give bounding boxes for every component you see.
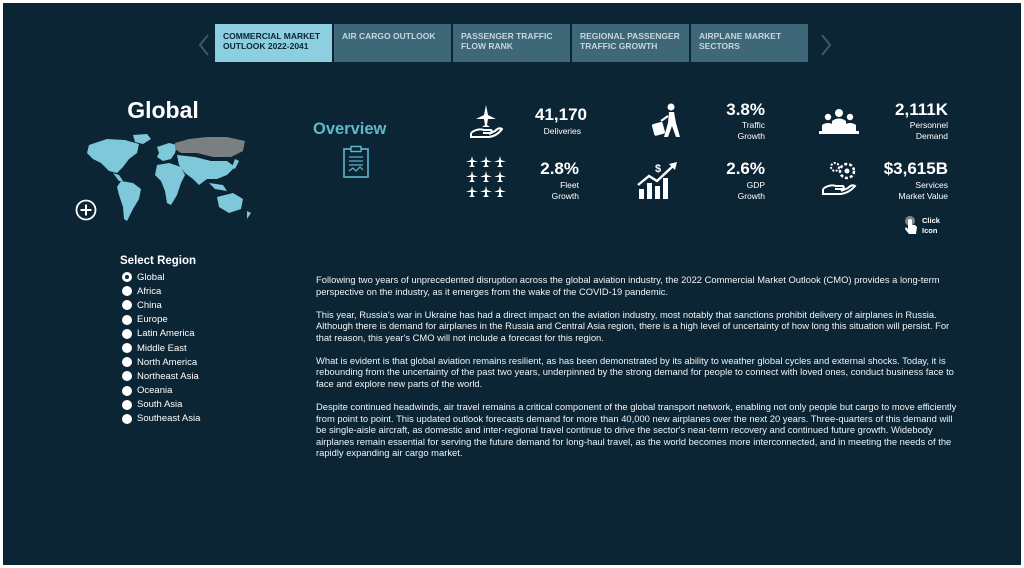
- tab-bar: [215, 24, 808, 62]
- map-asia: [177, 155, 235, 185]
- kpi-services-market-value[interactable]: $3,615B Services Market Value: [821, 155, 948, 201]
- region-option-label: Latin America: [137, 328, 195, 340]
- map-north-america: [87, 139, 139, 173]
- kpi-personnel-demand[interactable]: 2,111K Personnel Demand: [818, 97, 948, 145]
- map-oceania: [217, 193, 243, 213]
- description-paragraph: This year, Russia's war in Ukraine has had a direct impact on the aviation industry, most notably that sanctions prohibit delivery of airplanes in Russia. Although there is demand for airplanes in the Russia and Central Asia region, there is a high level of uncertainty of how long this situation will persist. For that reason, this year's CMO will not include a forecast for this region.: [316, 308, 950, 343]
- click-icon-hint: Click Icon: [922, 216, 940, 235]
- select-region-title: Select Region: [120, 255, 197, 267]
- region-option-global[interactable]: [122, 270, 200, 284]
- radio-button[interactable]: [122, 315, 132, 325]
- airplane-hand-icon[interactable]: [469, 103, 503, 139]
- radio-button[interactable]: [122, 272, 132, 282]
- tab-airplane-market-sectors[interactable]: AIRPLANE MARKET SECTORS: [691, 24, 808, 62]
- region-option-latin-america[interactable]: [122, 327, 200, 341]
- radio-button[interactable]: [122, 400, 132, 410]
- region-option-label: Southeast Asia: [137, 413, 201, 425]
- radio-button[interactable]: [122, 386, 132, 396]
- kpi-gdp-growth[interactable]: $ 2.6% GDP Growth: [635, 155, 765, 201]
- region-option-label: Africa: [137, 285, 162, 297]
- region-option-oceania[interactable]: [122, 384, 200, 398]
- region-option-europe[interactable]: [122, 313, 200, 327]
- clipboard-icon: [341, 145, 371, 179]
- kpi-deliveries[interactable]: 41,170 Deliveries: [469, 101, 587, 145]
- radio-button[interactable]: [122, 300, 132, 310]
- region-title: Global: [127, 97, 199, 123]
- tab-commercial-market-outlook[interactable]: COMMERCIAL MARKET OUTLOOK 2022-2041: [215, 24, 332, 62]
- region-option-label: North America: [137, 356, 198, 368]
- description-paragraph: What is evident is that global aviation remains resilient, as has been demonstrated by its ability to weather global cycles and external shocks. Today, it is rebounding from the uncertainty of the past two years, underpinned by the strong demand for people to connect with loved ones, conduct business face to face and explore new parts of the world.: [316, 354, 954, 389]
- fleet-icon[interactable]: [465, 155, 507, 199]
- tabs-next-arrow-icon[interactable]: [819, 33, 833, 57]
- region-option-southeast-asia[interactable]: [122, 412, 200, 426]
- traveler-icon[interactable]: [649, 103, 683, 139]
- radio-button[interactable]: [122, 343, 132, 353]
- personnel-icon[interactable]: [818, 107, 860, 135]
- world-map[interactable]: [77, 131, 257, 235]
- radio-button[interactable]: [122, 357, 132, 367]
- map-africa: [155, 163, 185, 205]
- description-paragraph: Following two years of unprecedented disruption across the global aviation industry, the 2022 Commercial Market Outlook (CMO) provides a long-term perspective on the industry, as it emerges from the wake of the COVID-19 pandemic.: [316, 274, 940, 297]
- radio-button[interactable]: [122, 329, 132, 339]
- region-option-label: Middle East: [137, 342, 187, 354]
- radio-button[interactable]: [122, 286, 132, 296]
- map-russia: [175, 137, 245, 157]
- tab-passenger-traffic-flow-rank[interactable]: PASSENGER TRAFFIC FLOW RANK: [453, 24, 570, 62]
- map-japan: [232, 159, 239, 169]
- region-option-northeast-asia[interactable]: [122, 369, 200, 383]
- region-option-china[interactable]: [122, 298, 200, 312]
- region-option-middle-east[interactable]: [122, 341, 200, 355]
- region-option-label: Northeast Asia: [137, 370, 199, 382]
- kpi-fleet-growth[interactable]: 2.8% Fleet Growth: [465, 155, 583, 201]
- svg-text:$: $: [655, 163, 662, 175]
- overview-title: Overview: [313, 120, 387, 138]
- map-central-america: [113, 173, 123, 181]
- region-option-label: Global: [137, 271, 165, 283]
- description-paragraph: Despite continued headwinds, air travel remains a critical component of the global transport network, enabling not only people but cargo to move efficiently from point to point. This updated outlook forecasts demand for more than 40,000 new airplanes over the next 20 years. Three-quarters of this demand will be single-aisle aircraft, as domestic and inter-regional travel continue to drive the sector's near-term recovery and continued future growth. Widebody airplanes remain essential for serving the future demand for long-haul travel, as the world becomes more interconnected, and in meeting the needs of the rapidly expanding air cargo market.: [316, 400, 957, 459]
- kpi-traffic-growth[interactable]: 3.8% Traffic Growth: [649, 97, 765, 145]
- region-option-label: China: [137, 299, 162, 311]
- radio-button[interactable]: [122, 371, 132, 381]
- region-option-label: South Asia: [137, 399, 183, 411]
- outlook-description: [316, 274, 961, 470]
- region-option-label: Oceania: [137, 385, 173, 397]
- pointer-hand-icon: [903, 215, 919, 235]
- zoom-plus-icon[interactable]: [75, 199, 97, 221]
- tab-regional-passenger-traffic-growth[interactable]: REGIONAL PASSENGER TRAFFIC GROWTH: [572, 24, 689, 62]
- radio-button[interactable]: [122, 414, 132, 424]
- map-europe: [157, 143, 177, 161]
- map-southeast-asia: [209, 183, 227, 191]
- region-option-south-asia[interactable]: [122, 398, 200, 412]
- map-south-america: [117, 181, 141, 221]
- map-greenland: [133, 134, 151, 144]
- dashboard-frame: [3, 3, 1021, 565]
- services-hand-icon[interactable]: [821, 159, 863, 199]
- region-option-africa[interactable]: [122, 284, 200, 298]
- region-option-label: Europe: [137, 314, 168, 326]
- tab-air-cargo-outlook[interactable]: AIR CARGO OUTLOOK: [334, 24, 451, 62]
- region-radio-list: [122, 270, 200, 426]
- region-option-north-america[interactable]: [122, 355, 200, 369]
- tabs-prev-arrow-icon[interactable]: [197, 33, 211, 57]
- gdp-chart-icon[interactable]: [635, 161, 683, 201]
